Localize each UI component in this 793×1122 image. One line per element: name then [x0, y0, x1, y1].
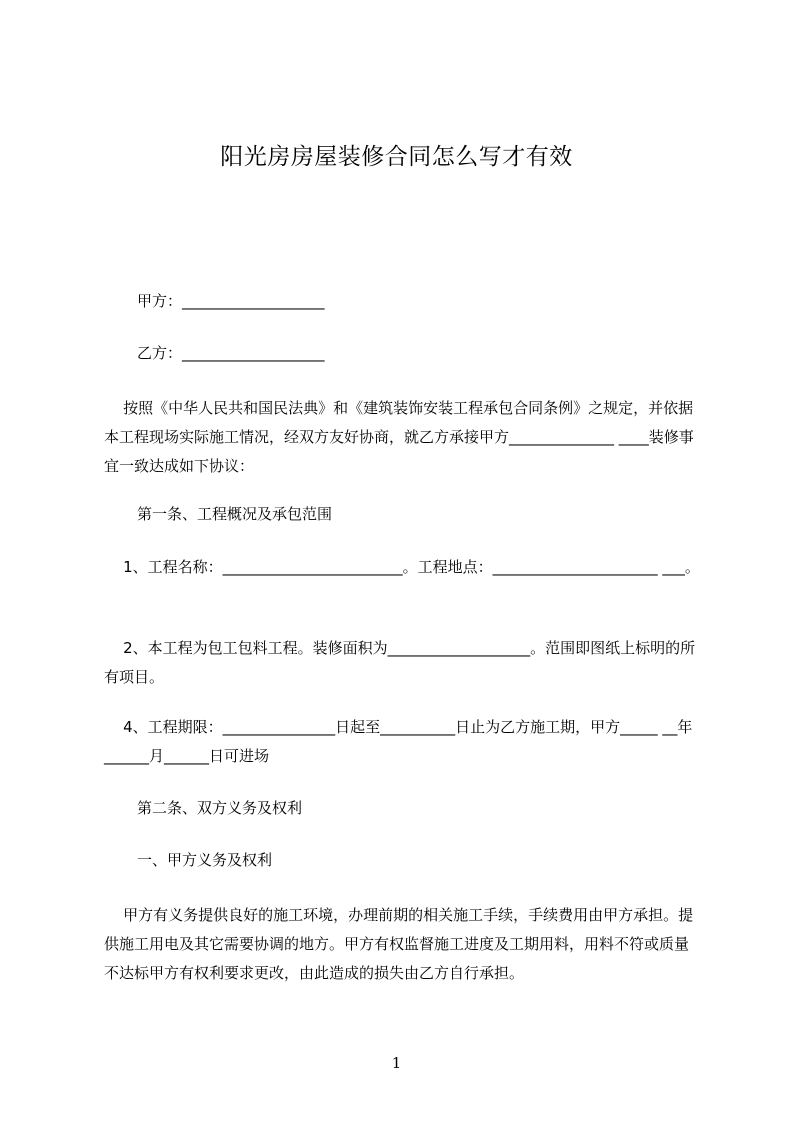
article-1-heading: 第一条、工程概况及承包范围 [137, 505, 333, 523]
item-2-paragraph: 2、本工程为包工包料工程。装修面积为___________________。范围即图纸上标明的所有项目。 [104, 639, 696, 686]
party-a-line: 甲方：___________________ [137, 292, 325, 310]
item-4-paragraph: 4、工程期限：_______________日起至__________日止为乙方施工期，甲方_____ __年______月______日可进场 [104, 718, 693, 765]
preamble-paragraph: 按照《中华人民共和国民法典》和《建筑装饰安装工程承包合同条例》之规定，并依据本工程现场实际施工情况，经双方友好协商，就乙方承接甲方______________ ____装修事宜一致达成如下协议： [104, 399, 694, 475]
page-number: 1 [391, 1054, 402, 1072]
document-title: 阳光房房屋装修合同怎么写才有效 [220, 144, 573, 170]
article-2-heading: 第二条、双方义务及权利 [137, 799, 303, 817]
item-1-paragraph: 1、工程名称：________________________。工程地点：______________________ ___。 [104, 558, 700, 576]
section-a-paragraph: 甲方有义务提供良好的施工环境，办理前期的相关施工手续，手续费用由甲方承担。提供施工用电及其它需要协调的地方。甲方有权监督施工进度及工期用料，用料不符或质量不达标甲方有权利要求更改，由此造成的损失由乙方自行承担。 [104, 906, 694, 982]
section-a-heading: 一、甲方义务及权利 [137, 851, 273, 869]
party-b-line: 乙方：___________________ [137, 344, 325, 362]
